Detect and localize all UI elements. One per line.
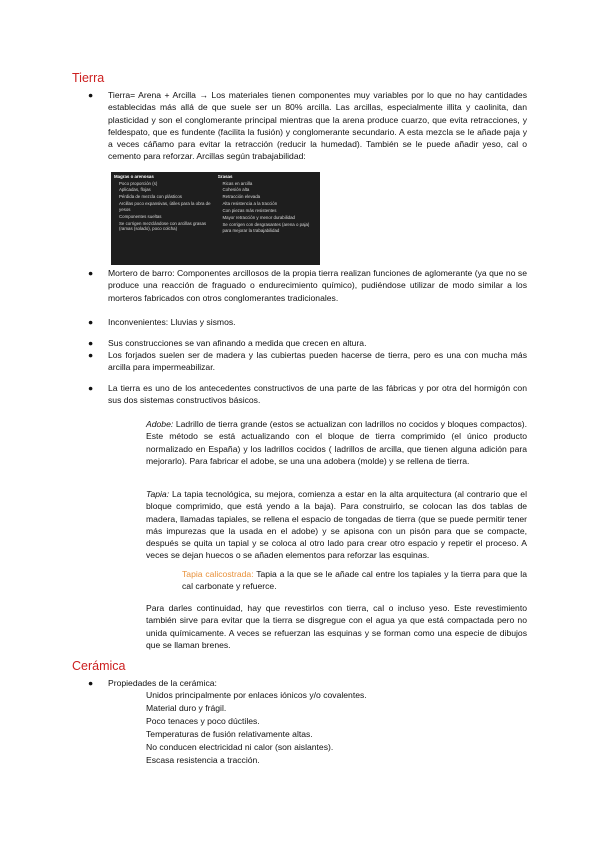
- table-item: • Con piezas más resistentes: [223, 208, 318, 214]
- table-item: • Se corrigen con desgrasantes (arena o paja) para mejorar la trabajabilidad: [223, 222, 318, 233]
- ceramica-property: Temperaturas de fusión relativamente altas.: [146, 729, 313, 739]
- paragraph-adobe: [146, 418, 527, 467]
- table-item: • Ricas en arcilla: [223, 181, 318, 187]
- paragraph-construcciones: Sus construcciones se van afinando a medida que crecen en altura.: [108, 338, 367, 348]
- calicostrada-text: Tapia a la que se le añade cal entre los tapiales y la tierra para que la cal carbonate y refuerce.: [182, 569, 527, 592]
- table-column-grasas: [218, 174, 318, 263]
- table-item: • Arcillas poco expansivas, útiles para la obra de yesos: [119, 201, 214, 212]
- heading-tierra: Tierra: [72, 71, 105, 85]
- paragraph-propiedades: Propiedades de la cerámica:: [108, 678, 217, 688]
- ceramica-property: No conducen electricidad ni calor (son aislantes).: [146, 742, 334, 752]
- paragraph-tapia: [146, 488, 527, 562]
- table-item: • Poco proporción (s): [119, 181, 214, 187]
- bullet-icon: ●: [88, 678, 94, 688]
- table-item: • Retracción elevada: [223, 194, 318, 200]
- tapia-text: La tapia tecnológica, su mejora, comienza a estar en la alta arquitectura (al contrario que el bloque comprimido, que está yendo a la baja). Para construirlo, se colocan las dos tablas de madera, llamadas tapiales, se rellena el espacio de tongadas de tierra (que se puede permitir tener más impurezas que la usada en el adobe) y se apisona con un pisón para que se compacte, después se quita un tapial y se coloca al otro lado para crear otro espacio y repetir el proceso. A veces se dejan huecos o se añaden elementos para reforzar las esquinas.: [146, 489, 527, 561]
- table-item: • Se corrigen mezclándose con arcillas grasas (ramas (solado), poco colcha): [119, 221, 214, 232]
- table-column-magras: [114, 174, 214, 263]
- bullet-icon: ●: [88, 317, 94, 327]
- paragraph-antecedentes: La tierra es uno de los antecedentes constructivos de una parte de las fábricas y por otra del hormigón con sus dos sistemas constructivos básicos.: [108, 383, 527, 406]
- table-item: • Alta resistencia a la tracción: [223, 201, 318, 207]
- term-tapia-calicostrada: Tapia calicostrada:: [182, 569, 254, 579]
- paragraph-inconvenientes: Inconvenientes: Lluvias y sismos.: [108, 317, 236, 327]
- table-item: • Aplicadas, flojas: [119, 187, 214, 193]
- table-item: • Componentes sueltas: [119, 214, 214, 220]
- term-tapia: Tapia:: [146, 489, 170, 499]
- table-header-magras: Magras o arenosas: [114, 174, 154, 179]
- bullet-icon: ●: [88, 338, 94, 348]
- bullet-icon: ●: [88, 268, 94, 278]
- table-item: • Mayor retracción y menor durabilidad: [223, 215, 318, 221]
- ceramica-property: Escasa resistencia a tracción.: [146, 755, 260, 765]
- clay-workability-table: [111, 172, 320, 265]
- table-item: • Cohesión alta: [223, 187, 318, 193]
- ceramica-property: Unidos principalmente por enlaces iónicos y/o covalentes.: [146, 690, 367, 700]
- paragraph-tierra-arcilla: Tierra= Arena + Arcilla → Los materiales tienen componentes muy variables por lo que no hay cantidades establecidas más allá de que suele ser un 80% arcilla. Las arcillas, especialmente illita y caolinita, dan plasticidad y son el conglomerante principal mientras que la arena produce cuarzo, que evita retracciones, y feldespato, que es fundente (facilita la fusión) y conglomerante secundario. A esta mezcla se le añade paja y a veces cáñamo para evitar la retracción (reducir la humedad). También se le puede añadir yeso, cal o cemento para reforzar. Arcillas según trabajabilidad:: [108, 90, 527, 162]
- paragraph-mortero: Mortero de barro: Componentes arcillosos de la propia tierra realizan funciones de aglomerante (ya que no se produce una reacción de fraguado o endurecimiento químico), pudiéndose utilizar de modo similar a los morteros fabricados con otros conglomerantes tradicionales.: [108, 268, 527, 303]
- table-header-grasas: Grasas: [217, 174, 233, 179]
- bullet-icon: ●: [88, 90, 94, 100]
- heading-ceramica: Cerámica: [72, 659, 126, 673]
- ceramica-property: Material duro y frágil.: [146, 703, 227, 713]
- paragraph-continuidad: Para darles continuidad, hay que revestirlos con tierra, cal o incluso yeso. Este revestimiento también sirve para evitar que la tierra se disgregue con el agua ya que está compactada pero no unida químicamente. A veces se refuerzan las esquinas y se forman como una especie de dibujos que se llaman brenes.: [146, 603, 527, 650]
- bullet-icon: ●: [88, 350, 94, 360]
- paragraph-tapia-calicostrada: [182, 568, 527, 593]
- adobe-text: Ladrillo de tierra grande (estos se actualizan con ladrillos no cocidos y bloques compactos). Este método se está actualizando con el bloque de tierra comprimido (el único producto normalizado en España) y los ladrillos cocidos ( ladrillos de arcilla, que tienen alguna adición para mejorarlo). Para fabricar el adobe, se una una adobera (molde) y se rellena de tierra.: [146, 419, 527, 466]
- paragraph-forjados: Los forjados suelen ser de madera y las cubiertas pueden hacerse de tierra, pero es una con mucha más arcilla para impermeabilizar.: [108, 350, 527, 373]
- bullet-icon: ●: [88, 383, 94, 393]
- term-adobe: Adobe:: [146, 419, 174, 429]
- table-item: • Pérdida de mezcla con plásticos: [119, 194, 214, 200]
- ceramica-property: Poco tenaces y poco dúctiles.: [146, 716, 260, 726]
